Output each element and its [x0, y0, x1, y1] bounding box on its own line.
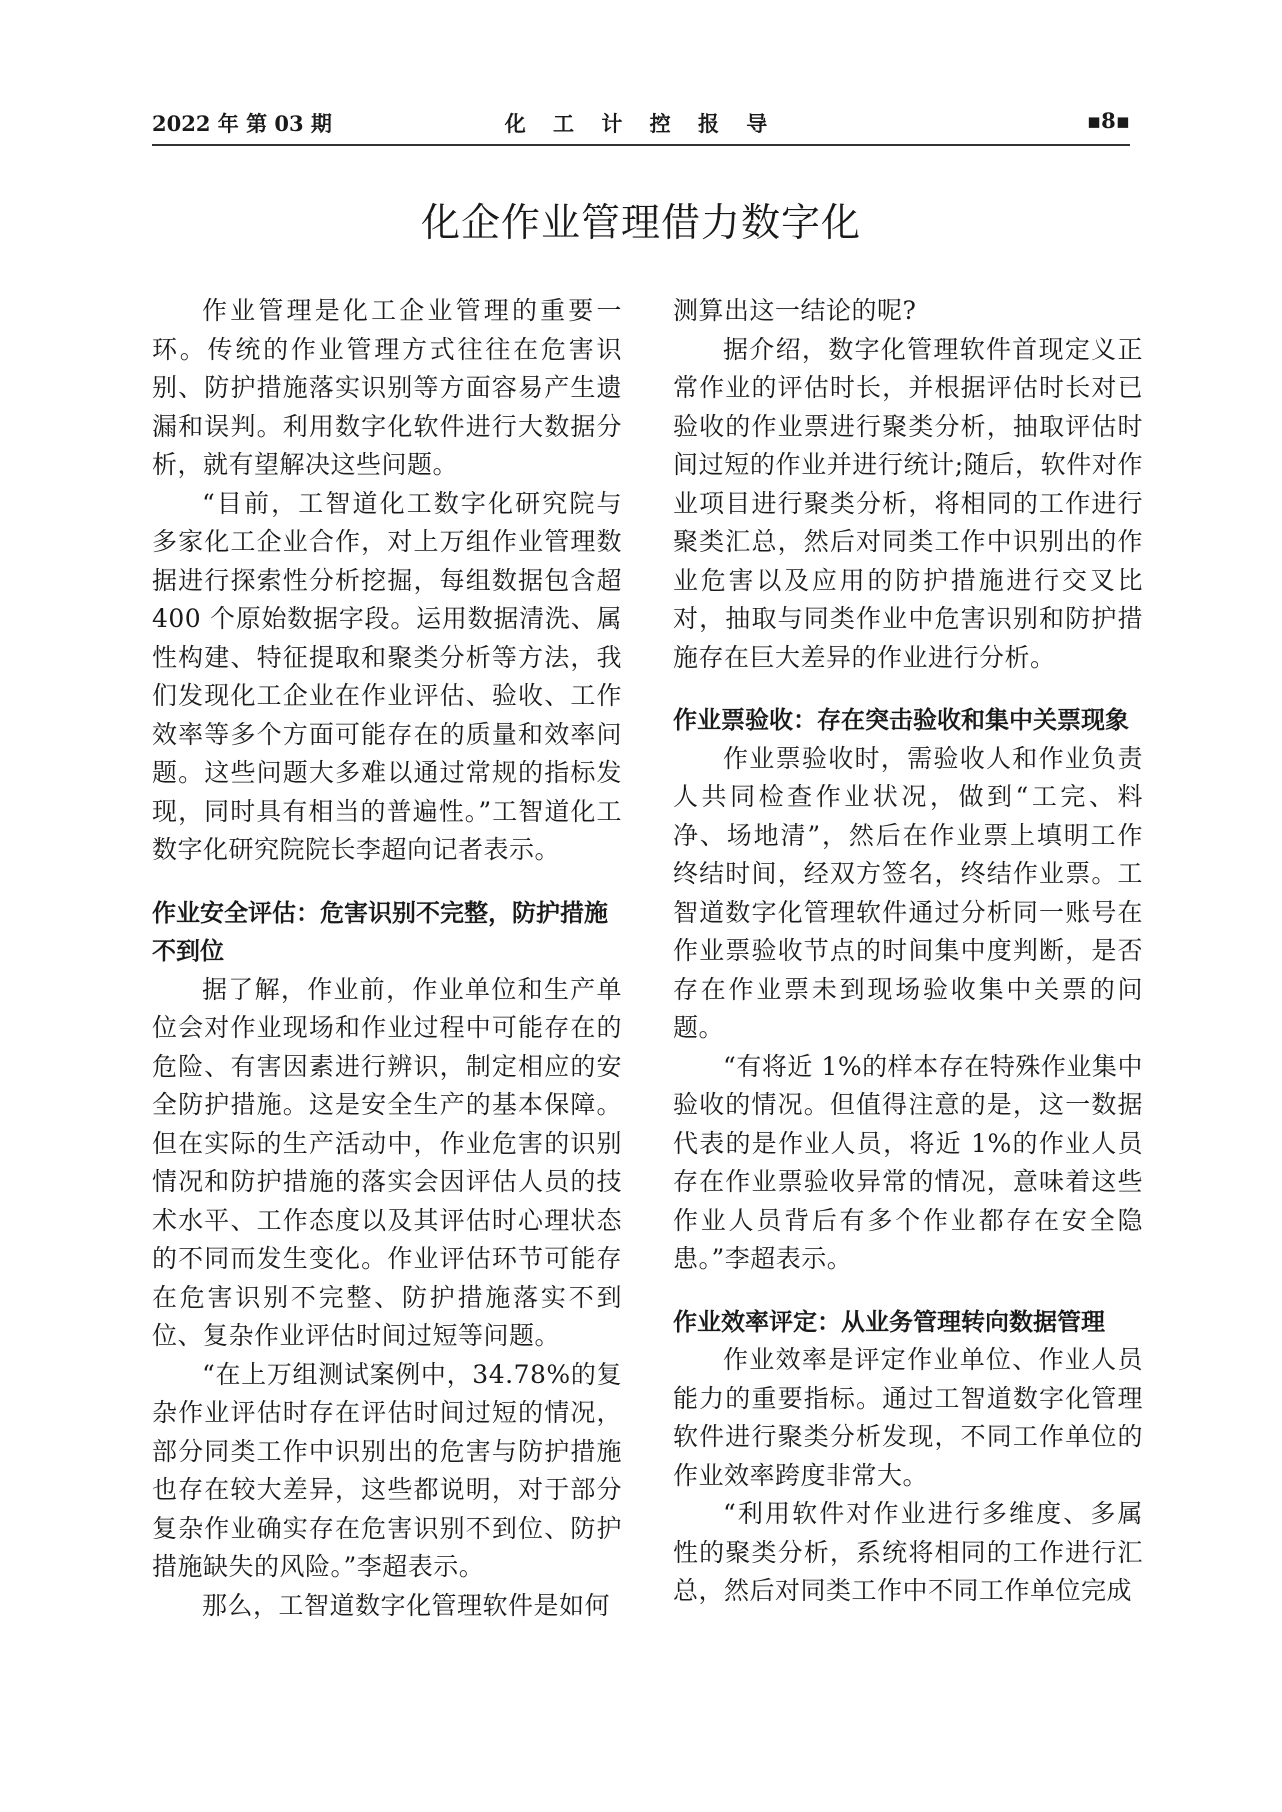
paragraph: “在上万组测试案例中，34.78%的复杂作业评估时存在评估时间过短的情况，部分同类工作中识别出的危害与防护措施也存在较大差异，这些都说明，对于部分复杂作业确实存在危害识别不到位、防护措施缺失的风险。”李超表示。	[152, 1359, 622, 1581]
running-header	[152, 104, 1130, 146]
left-column	[152, 292, 622, 1625]
paragraph: 作业票验收时，需验收人和作业负责人共同检查作业状况，做到“工完、料净、场地清”，然后在作业票上填明工作终结时间，经双方签名，终结作业票。工智道数字化管理软件通过分析同一账号在作业票验收节点的时间集中度判断，是否存在作业票未到现场验收集中关票的问题。	[673, 743, 1143, 1042]
paragraph: “有将近 1%的样本存在特殊作业集中验收的情况。但值得注意的是，这一数据代表的是作业人员，将近 1%的作业人员存在作业票验收异常的情况，意味着这些作业人员背后有多个作业都存在安全隐患。”李超表示。	[673, 1051, 1143, 1273]
issue-label: 2022 年 第 03 期	[152, 111, 332, 136]
paragraph: 作业效率是评定作业单位、作业人员能力的重要指标。通过工智道数字化管理软件进行聚类分析发现，不同工作单位的作业效率跨度非常大。	[673, 1345, 1143, 1490]
paragraph: “目前，工智道化工数字化研究院与多家化工企业合作，对上万组作业管理数据进行探索性分析挖掘，每组数据包含超 400 个原始数据字段。运用数据清洗、属性构建、特征提取和聚类分析等方法，我们发现化工企业在作业评估、验收、工作效率等多个方面可能存在的质量和效率问题。这些问题大多难以通过常规的指标发现，同时具有相当的普遍性。”工智道化工数字化研究院院长李超向记者表示。	[152, 488, 622, 864]
section-heading: 作业票验收：存在突击验收和集中关票现象	[673, 706, 1129, 734]
paragraph: 据介绍，数字化管理软件首现定义正常作业的评估时长，并根据评估时长对已验收的作业票进行聚类分析，抽取评估时间过短的作业并进行统计;随后，软件对作业项目进行聚类分析，将相同的工作进行聚类汇总，然后对同类工作中识别出的作业危害以及应用的防护措施进行交叉比对，抽取与同类作业中危害识别和防护措施存在巨大差异的作业进行分析。	[673, 334, 1143, 672]
paragraph: “利用软件对作业进行多维度、多属性的聚类分析，系统将相同的工作进行汇总，然后对同类工作中不同工作单位完成	[673, 1499, 1143, 1605]
paragraph: 据了解，作业前，作业单位和生产单位会对作业现场和作业过程中可能存在的危险、有害因素进行辨识，制定相应的安全防护措施。这是安全生产的基本保障。但在实际的生产活动中，作业危害的识别情况和防护措施的落实会因评估人员的技术水平、工作态度以及其评估时心理状态的不同而发生变化。作业评估环节可能存在危害识别不完整、防护措施落实不到位、复杂作业评估时间过短等问题。	[152, 974, 622, 1350]
article-title: 化企作业管理借力数字化	[420, 201, 861, 246]
paragraph: 那么，工智道数字化管理软件是如何	[202, 1590, 611, 1620]
right-column	[673, 292, 1143, 1611]
section-heading: 作业效率评定：从业务管理转向数据管理	[673, 1307, 1105, 1336]
paragraph: 测算出这一结论的呢?	[673, 296, 917, 325]
journal-name: 化 工 计 控 报 导	[504, 111, 778, 136]
page-number: ▪8▪	[1086, 108, 1130, 133]
paragraph: 作业管理是化工企业管理的重要一环。传统的作业管理方式往往在危害识别、防护措施落实识别等方面容易产生遗漏和误判。利用数字化软件进行大数据分析，就有望解决这些问题。	[152, 296, 622, 479]
section-heading: 作业安全评估：危害识别不完整，防护措施不到位	[152, 898, 608, 965]
